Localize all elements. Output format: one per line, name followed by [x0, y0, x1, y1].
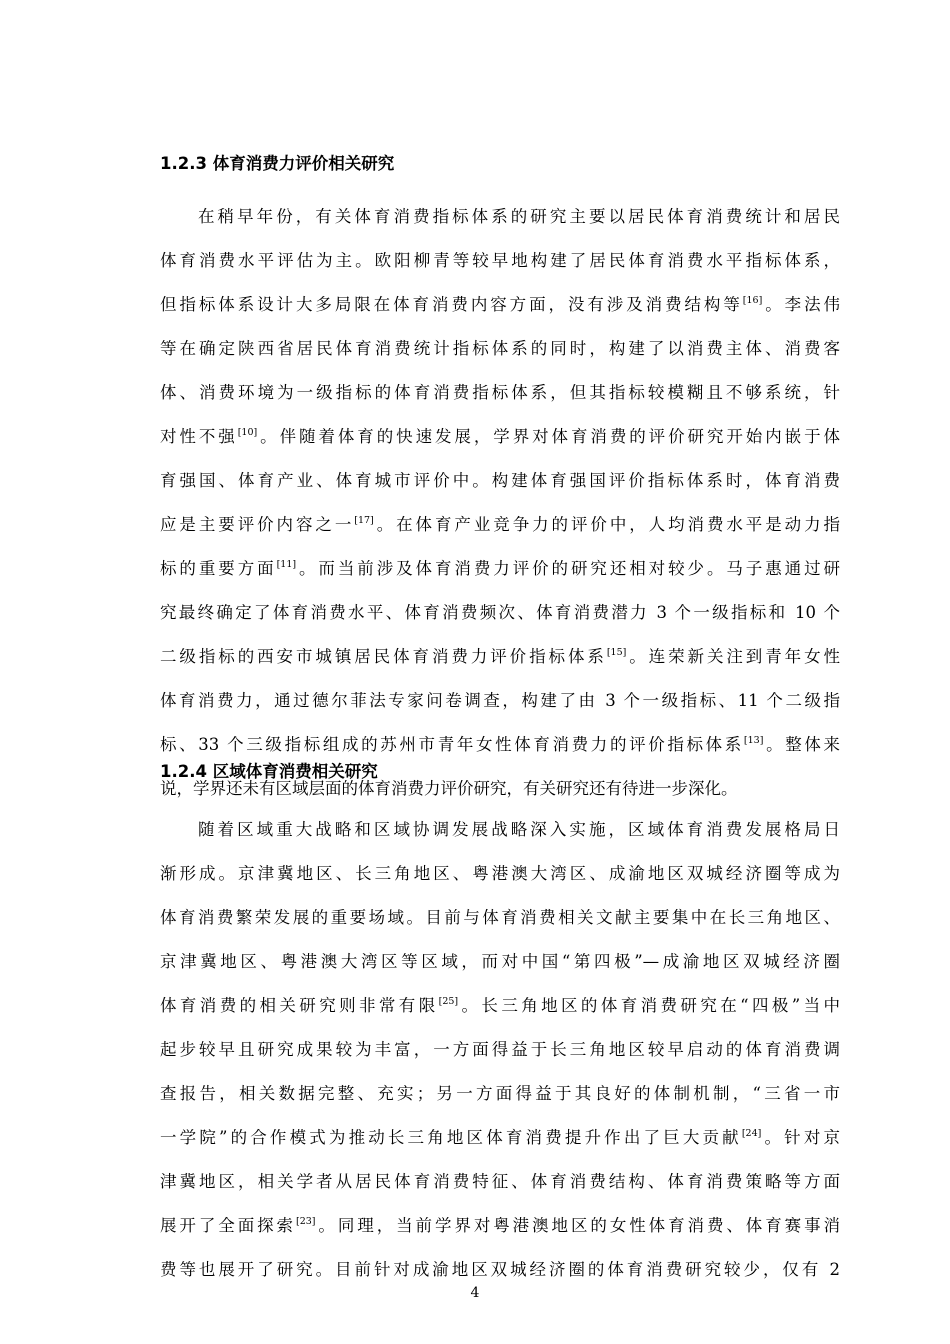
line-text: 等在确定陕西省居民体育消费统计指标体系的同时，构建了以消费主体、消费客 [160, 339, 840, 358]
page-number: 4 [470, 1285, 480, 1301]
paragraph-line [160, 557, 840, 581]
line-text: 体育消费力，通过德尔菲法专家问卷调查，构建了由 3 个一级指标、11 个二级指 [160, 691, 840, 710]
line-text: 体、消费环境为一级指标的体育消费指标体系，但其指标较模糊且不够系统，针 [160, 383, 840, 402]
line-text: 。李法伟 [762, 295, 841, 314]
line-text: 对性不强 [160, 427, 238, 446]
line-text: 育强国、体育产业、体育城市评价中。构建体育强国评价指标体系时，体育消费 [160, 471, 840, 490]
paragraph-line [160, 689, 840, 713]
citation-marker: [16] [742, 295, 763, 306]
paragraph-line [160, 950, 840, 974]
line-text: 。在体育产业竞争力的评价中，人均消费水平是动力指 [373, 515, 841, 534]
line-text: 。连荣新关注到青年女性 [626, 647, 841, 666]
line-text: 。整体来 [763, 735, 840, 754]
paragraph-line [160, 862, 840, 886]
line-text: 查报告，相关数据完整、充实；另一方面得益于其良好的体制机制，“三省一市 [160, 1084, 840, 1103]
paragraph-line [160, 1082, 840, 1106]
paragraph-line [160, 1126, 840, 1150]
line-text: 津冀地区，相关学者从居民体育消费特征、体育消费结构、体育消费策略等方面 [160, 1172, 840, 1191]
line-text: 二级指标的西安市城镇居民体育消费力评价指标体系 [160, 647, 607, 666]
line-text: 。而当前涉及体育消费力评价的研究还相对较少。马子惠通过研 [296, 559, 841, 578]
paragraph-line [160, 906, 840, 930]
paragraph-line [160, 513, 840, 537]
paragraph-line [160, 425, 840, 449]
paragraph-line [160, 601, 840, 625]
citation-marker: [13] [743, 735, 764, 746]
paragraph-line [160, 1258, 840, 1282]
paragraph-line [198, 205, 840, 229]
line-text: 一学院”的合作模式为推动长三角地区体育消费提升作出了巨大贡献 [160, 1128, 742, 1147]
line-text: 标、33 个三级指标组成的苏州市青年女性体育消费力的评价指标体系 [160, 735, 744, 754]
line-text: 标的重要方面 [160, 559, 277, 578]
paragraph-line [160, 994, 840, 1018]
paragraph-line [160, 733, 840, 757]
paragraph-line [160, 645, 840, 669]
line-text: 究最终确定了体育消费水平、体育消费频次、体育消费潜力 3 个一级指标和 10 个 [160, 603, 840, 622]
section-heading-1-2-3: 1.2.3 体育消费力评价相关研究 [160, 154, 395, 173]
citation-marker: [10] [237, 427, 258, 438]
line-text: 起步较早且研究成果较为丰富，一方面得益于长三角地区较早启动的体育消费调 [160, 1040, 840, 1059]
line-text: 体育消费繁荣发展的重要场域。目前与体育消费相关文献主要集中在长三角地区、 [160, 908, 840, 927]
paragraph-line [160, 337, 840, 361]
line-text: 。针对京 [761, 1128, 841, 1147]
citation-marker: [15] [606, 647, 627, 658]
section-heading-1-2-4: 1.2.4 区域体育消费相关研究 [160, 762, 378, 781]
line-text: 体育消费的相关研究则非常有限 [160, 996, 439, 1015]
line-text: 但指标体系设计大多局限在体育消费内容方面，没有涉及消费结构等 [160, 295, 743, 314]
line-text: 渐形成。京津冀地区、长三角地区、粤港澳大湾区、成渝地区双城经济圈等成为 [160, 864, 840, 883]
paragraph-line [160, 249, 840, 273]
citation-marker: [24] [741, 1128, 762, 1139]
line-text: 。长三角地区的体育消费研究在“四极”当中 [458, 996, 841, 1015]
line-text: 随着区域重大战略和区域协调发展战略深入实施，区域体育消费发展格局日 [198, 820, 840, 839]
line-text: 。伴随着体育的快速发展，学界对体育消费的评价研究开始内嵌于体 [257, 427, 841, 446]
paragraph-line [160, 469, 840, 493]
line-text: 说，学界还未有区域层面的体育消费力评价研究，有关研究还有待进一步深化。 [160, 779, 738, 798]
citation-marker: [11] [276, 559, 297, 570]
line-text: 费等也展开了研究。目前针对成渝地区双城经济圈的体育消费研究较少，仅有 2 [160, 1260, 840, 1279]
line-text: 。同理，当前学界对粤港澳地区的女性体育消费、体育赛事消 [315, 1216, 841, 1235]
citation-marker: [23] [295, 1216, 316, 1227]
paragraph-line [160, 1214, 840, 1238]
paragraph-line [160, 1038, 840, 1062]
line-text: 应是主要评价内容之一 [160, 515, 355, 534]
citation-marker: [17] [354, 515, 374, 526]
line-text: 京津冀地区、粤港澳大湾区等区域，而对中国“第四极”—成渝地区双城经济圈 [160, 952, 840, 971]
paragraph-line [160, 293, 840, 317]
line-text: 体育消费水平评估为主。欧阳柳青等较早地构建了居民体育消费水平指标体系， [160, 251, 840, 270]
citation-marker: [25] [438, 996, 459, 1007]
line-text: 展开了全面探索 [160, 1216, 296, 1235]
paragraph-line [160, 1170, 840, 1194]
line-text: 在稍早年份，有关体育消费指标体系的研究主要以居民体育消费统计和居民 [198, 207, 840, 226]
paragraph-line [198, 818, 840, 842]
paragraph-line [160, 381, 840, 405]
